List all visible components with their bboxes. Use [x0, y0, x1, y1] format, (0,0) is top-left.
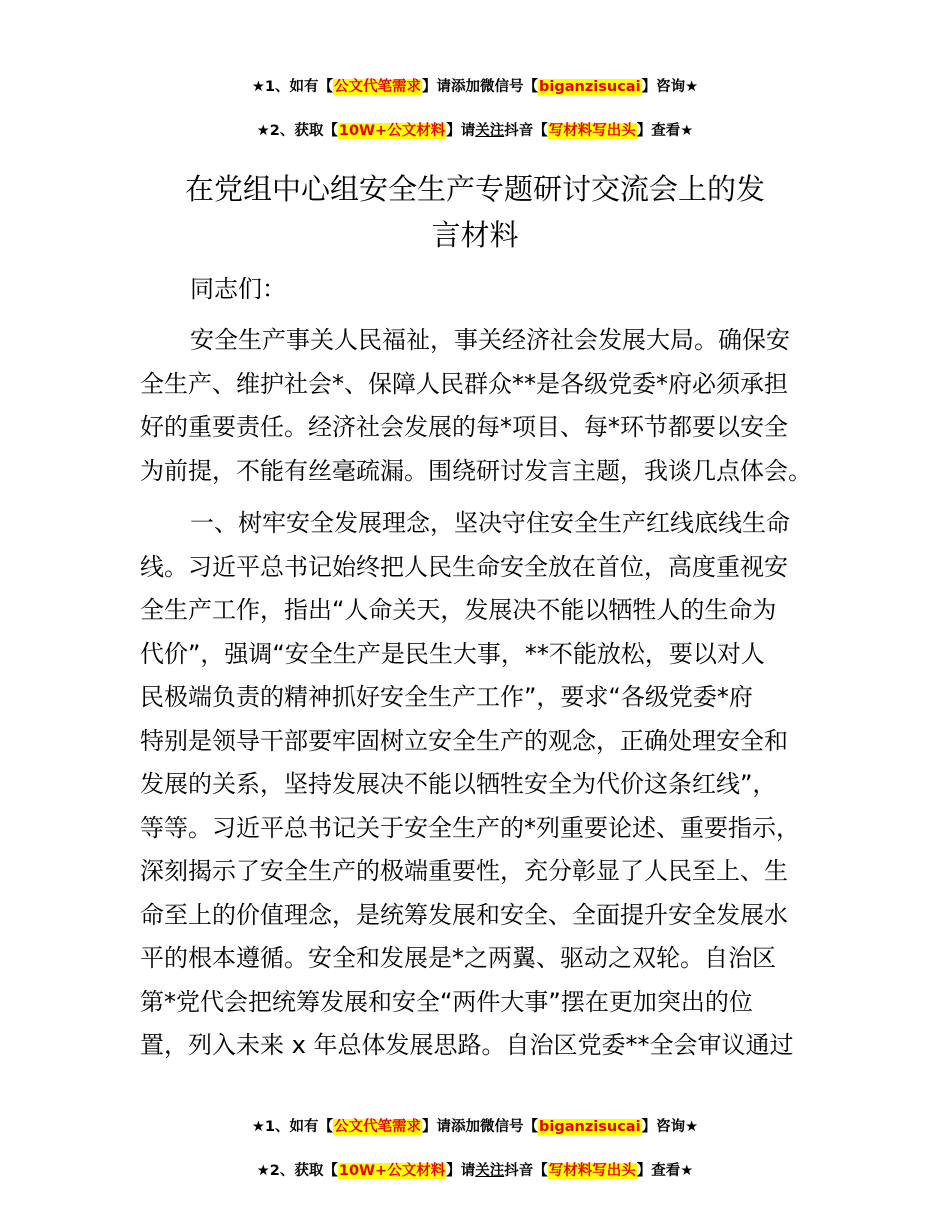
paragraph-line: 置，列入未来 x 年总体发展思路。自治区党委**全会审议通过: [140, 1031, 794, 1059]
paragraph-line: 一、树牢安全发展理念，坚决守住安全生产红线底线生命: [190, 509, 790, 537]
paragraph-line: 第*党代会把统筹发展和安全“两件大事”摆在更加突出的位: [140, 987, 753, 1016]
wechat-id-highlight: biganzisucai: [539, 79, 641, 95]
paragraph-line: 平的根本遵循。安全和发展是*之两翼、驱动之双轮。自治区: [140, 944, 776, 972]
paragraph-line: 发展的关系，坚持发展决不能以牺牲安全为代价这条红线”，: [140, 770, 777, 798]
paragraph-line: 全生产、维护社会*、保障人民群众**是各级党委*府必须承担: [140, 369, 788, 398]
promo-line-2: ★2、获取【10W+公文材料】请关注抖音【写材料写出头】查看★: [256, 122, 694, 139]
document-body: [140, 268, 830, 1068]
salutation: 同志们：: [190, 275, 286, 303]
follow-underlined: 关注: [475, 122, 505, 139]
promo-line-2: ★2、获取【10W+公文材料】请关注抖音【写材料写出头】查看★: [256, 1162, 694, 1179]
paragraph-line: 民极端负责的精神抓好安全生产工作”，要求“各级党委*府: [140, 683, 753, 711]
paragraph-line: 深刻揭示了安全生产的极端重要性，充分彰显了人民至上、生: [140, 857, 788, 885]
promo-highlight: 10W+公文材料: [338, 1162, 446, 1179]
paragraph-line: 代价”，强调“安全生产是民生大事，**不能放松，要以对人: [140, 639, 765, 668]
paragraph-line: 线。习近平总书记始终把人民生命安全放在首位，高度重视安: [140, 552, 788, 581]
promo-highlight: 10W+公文材料: [338, 122, 446, 139]
title-line: 言材料: [431, 218, 519, 252]
douyin-account-highlight: 写材料写出头: [548, 122, 636, 139]
paragraph-line: 好的重要责任。经济社会发展的每*项目、每*环节都要以安全: [140, 413, 788, 441]
paragraph-line: 等等。习近平总书记关于安全生产的*列重要论述、重要指示，: [140, 813, 800, 842]
paragraph-line: 命至上的价值理念，是统筹发展和安全、全面提升安全发展水: [140, 900, 788, 929]
paragraph-line: 全生产工作，指出“人命关天，发展决不能以牺牲人的生命为: [140, 596, 777, 624]
douyin-account-highlight: 写材料写出头: [548, 1162, 636, 1179]
footer-promo: [0, 1106, 950, 1193]
promo-line-1: ★1、如有【公文代笔需求】请添加微信号【biganzisucai】咨询★: [251, 79, 699, 95]
promo-line-1: ★1、如有【公文代笔需求】请添加微信号【biganzisucai】咨询★: [251, 1119, 699, 1135]
promo-highlight: 公文代笔需求: [334, 79, 422, 95]
follow-underlined: 关注: [475, 1162, 505, 1179]
promo-highlight: 公文代笔需求: [334, 1119, 422, 1135]
paragraph-line: 安全生产事关人民福祉，事关经济社会发展大局。确保安: [190, 326, 790, 354]
wechat-id-highlight: biganzisucai: [539, 1119, 641, 1135]
document-title: [140, 166, 810, 258]
paragraph-2: [140, 502, 830, 1068]
title-line: 在党组中心组安全生产专题研讨交流会上的发: [184, 172, 765, 206]
paragraph-line: 为前提，不能有丝毫疏漏。围绕研讨发言主题，我谈几点体会。: [140, 456, 812, 485]
header-promo: [0, 66, 950, 153]
paragraph-1: [140, 319, 830, 493]
paragraph-line: 特别是领导干部要牢固树立安全生产的观念，正确处理安全和: [140, 726, 788, 755]
